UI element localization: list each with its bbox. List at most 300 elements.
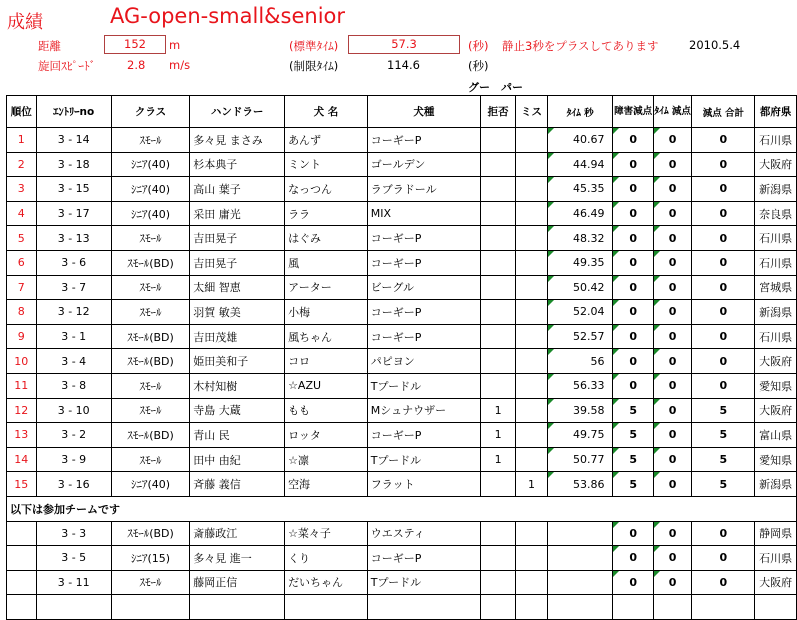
section-note-row — [7, 496, 797, 521]
cell-pref: 石川県 — [755, 324, 797, 349]
cell-pref: 新潟県 — [755, 472, 797, 497]
col-miss: ミス — [516, 96, 547, 128]
cell-rank: 12 — [7, 398, 37, 423]
cell-timepen: 0 — [653, 521, 692, 546]
cell-dog: コロ — [285, 349, 368, 374]
cell-class: ｽﾓｰﾙ(BD) — [111, 423, 189, 448]
cell-class: ｽﾓｰﾙ — [111, 226, 189, 251]
col-total: 減点 合計 — [692, 96, 755, 128]
cell-dog: あんず — [285, 128, 368, 153]
cell-handler: 田中 由紀 — [190, 447, 285, 472]
cell-miss — [516, 570, 547, 595]
cell-total: 0 — [692, 128, 755, 153]
col-time: ﾀｲﾑ 秒 — [547, 96, 613, 128]
table-row — [7, 128, 797, 153]
table-row — [7, 447, 797, 472]
cell-pref: 大阪府 — [755, 152, 797, 177]
cell-rank: 5 — [7, 226, 37, 251]
cell-timepen: 0 — [653, 373, 692, 398]
cell-pref: 愛知県 — [755, 447, 797, 472]
cell-rank: 2 — [7, 152, 37, 177]
cell-obstacle: 0 — [613, 177, 653, 202]
cell-dog: ☆AZU — [285, 373, 368, 398]
cell-rank: 13 — [7, 423, 37, 448]
cell-dog: アーター — [285, 275, 368, 300]
cell-total: 0 — [692, 300, 755, 325]
cell-timepen: 0 — [653, 423, 692, 448]
cell-class: ｼﾆｱ(40) — [111, 201, 189, 226]
cell-time: 52.57 — [547, 324, 613, 349]
cell-total: 5 — [692, 423, 755, 448]
cell-total: 5 — [692, 447, 755, 472]
col-rank: 順位 — [7, 96, 37, 128]
cell-obstacle: 0 — [613, 226, 653, 251]
cell-timepen: 0 — [653, 570, 692, 595]
cell-obstacle: 0 — [613, 128, 653, 153]
cell-dog: ☆菜々子 — [285, 521, 368, 546]
cell-entry: 3 - 7 — [36, 275, 111, 300]
cell-time — [547, 521, 613, 546]
cell-miss — [516, 521, 547, 546]
table-row — [7, 201, 797, 226]
col-pref: 都府県 — [755, 96, 797, 128]
cell-miss — [516, 373, 547, 398]
cell-refusal — [481, 250, 516, 275]
cell-miss — [516, 275, 547, 300]
cell-breed: コーギーP — [367, 250, 480, 275]
empty-cell — [190, 595, 285, 620]
col-dog: 犬 名 — [285, 96, 368, 128]
table-row — [7, 226, 797, 251]
std-time-unit: (秒) — [468, 39, 489, 53]
cell-pref: 石川県 — [755, 546, 797, 571]
cell-class: ｽﾓｰﾙ — [111, 275, 189, 300]
cell-timepen: 0 — [653, 152, 692, 177]
cell-time — [547, 570, 613, 595]
cell-refusal — [481, 201, 516, 226]
cell-breed: パピヨン — [367, 349, 480, 374]
cell-time: 56.33 — [547, 373, 613, 398]
cell-timepen: 0 — [653, 201, 692, 226]
cell-handler: 多々見 進一 — [190, 546, 285, 571]
cell-total: 0 — [692, 201, 755, 226]
cell-breed: フラット — [367, 472, 480, 497]
cell-handler: 斉藤 義信 — [190, 472, 285, 497]
cell-dog: ララ — [285, 201, 368, 226]
cell-refusal — [481, 373, 516, 398]
cell-timepen: 0 — [653, 300, 692, 325]
cell-timepen: 0 — [653, 546, 692, 571]
cell-miss — [516, 349, 547, 374]
cell-handler: 采田 庸光 — [190, 201, 285, 226]
cell-timepen: 0 — [653, 177, 692, 202]
cell-dog: ロッタ — [285, 423, 368, 448]
cell-handler: 青山 民 — [190, 423, 285, 448]
cell-pref: 新潟県 — [755, 300, 797, 325]
table-row — [7, 275, 797, 300]
cell-refusal — [481, 521, 516, 546]
cell-pref: 大阪府 — [755, 349, 797, 374]
col-obstacle: 障害減点 — [613, 96, 653, 128]
cell-entry: 3 - 16 — [36, 472, 111, 497]
cell-refusal: 1 — [481, 398, 516, 423]
cell-entry: 3 - 15 — [36, 177, 111, 202]
cell-pref: 石川県 — [755, 250, 797, 275]
cell-entry: 3 - 13 — [36, 226, 111, 251]
cell-time: 45.35 — [547, 177, 613, 202]
cell-dog: なっつん — [285, 177, 368, 202]
cell-total: 0 — [692, 177, 755, 202]
table-row — [7, 546, 797, 571]
cell-breed: ウエスティ — [367, 521, 480, 546]
cell-miss — [516, 250, 547, 275]
cell-pref: 新潟県 — [755, 177, 797, 202]
cell-entry: 3 - 8 — [36, 373, 111, 398]
limit-time-value: 114.6 — [387, 58, 420, 72]
cell-breed: コーギーP — [367, 324, 480, 349]
cell-entry: 3 - 14 — [36, 128, 111, 153]
cell-obstacle: 0 — [613, 546, 653, 571]
cell-class: ｽﾓｰﾙ — [111, 570, 189, 595]
cell-obstacle: 0 — [613, 300, 653, 325]
cell-timepen: 0 — [653, 349, 692, 374]
cell-obstacle: 0 — [613, 570, 653, 595]
cell-class: ｽﾓｰﾙ — [111, 398, 189, 423]
cell-breed: コーギーP — [367, 226, 480, 251]
cell-handler: 吉田晃子 — [190, 226, 285, 251]
cell-breed: ラブラドール — [367, 177, 480, 202]
cell-rank: 8 — [7, 300, 37, 325]
cell-pref: 石川県 — [755, 128, 797, 153]
cell-refusal — [481, 546, 516, 571]
table-row — [7, 398, 797, 423]
table-row — [7, 423, 797, 448]
cell-miss — [516, 300, 547, 325]
cell-time: 53.86 — [547, 472, 613, 497]
cell-pref: 奈良県 — [755, 201, 797, 226]
cell-refusal — [481, 275, 516, 300]
cell-time: 50.77 — [547, 447, 613, 472]
cell-time: 52.04 — [547, 300, 613, 325]
cell-rank: 1 — [7, 128, 37, 153]
cell-breed: コーギーP — [367, 300, 480, 325]
cell-rank: 15 — [7, 472, 37, 497]
cell-timepen: 0 — [653, 250, 692, 275]
cell-time: 39.58 — [547, 398, 613, 423]
cell-breed: Mシュナウザー — [367, 398, 480, 423]
limit-time-label: (制限ﾀｲﾑ) — [289, 59, 339, 73]
cell-refusal — [481, 177, 516, 202]
cell-miss — [516, 423, 547, 448]
cell-total: 0 — [692, 275, 755, 300]
cell-obstacle: 0 — [613, 324, 653, 349]
cell-time: 49.75 — [547, 423, 613, 448]
section-note: 以下は参加チームです — [7, 496, 797, 521]
cell-dog: ☆凛 — [285, 447, 368, 472]
cell-total: 0 — [692, 349, 755, 374]
cell-miss — [516, 546, 547, 571]
distance-unit: m — [169, 38, 181, 52]
cell-refusal — [481, 472, 516, 497]
speed-value: 2.8 — [127, 58, 146, 72]
table-row — [7, 250, 797, 275]
cell-obstacle: 5 — [613, 423, 653, 448]
cell-total: 0 — [692, 250, 755, 275]
cell-entry: 3 - 18 — [36, 152, 111, 177]
cell-total: 0 — [692, 324, 755, 349]
cell-breed: MIX — [367, 201, 480, 226]
cell-refusal — [481, 128, 516, 153]
cell-entry: 3 - 5 — [36, 546, 111, 571]
cell-miss — [516, 177, 547, 202]
cell-obstacle: 0 — [613, 521, 653, 546]
empty-cell — [481, 595, 516, 620]
cell-class: ｽﾓｰﾙ(BD) — [111, 349, 189, 374]
cell-refusal — [481, 570, 516, 595]
empty-cell — [111, 595, 189, 620]
cell-entry: 3 - 3 — [36, 521, 111, 546]
cell-refusal — [481, 152, 516, 177]
cell-timepen: 0 — [653, 128, 692, 153]
cell-obstacle: 0 — [613, 373, 653, 398]
cell-class: ｼﾆｱ(40) — [111, 177, 189, 202]
cell-pref: 静岡県 — [755, 521, 797, 546]
cell-breed: ゴールデン — [367, 152, 480, 177]
cell-total: 0 — [692, 570, 755, 595]
cell-class: ｼﾆｱ(40) — [111, 152, 189, 177]
table-row — [7, 472, 797, 497]
cell-class: ｽﾓｰﾙ — [111, 447, 189, 472]
cell-pref: 石川県 — [755, 226, 797, 251]
title-en: AG-open-small&senior — [110, 4, 346, 28]
cell-breed: コーギーP — [367, 128, 480, 153]
cell-entry: 3 - 10 — [36, 398, 111, 423]
distance-value: 152 — [104, 35, 166, 54]
date-text: 2010.5.4 — [689, 38, 741, 52]
cell-obstacle: 0 — [613, 275, 653, 300]
speed-unit: m/s — [169, 58, 191, 72]
empty-cell — [653, 595, 692, 620]
cell-dog: はぐみ — [285, 226, 368, 251]
cell-refusal: 1 — [481, 423, 516, 448]
cell-total: 0 — [692, 226, 755, 251]
cell-class: ｽﾓｰﾙ — [111, 373, 189, 398]
std-time-value: 57.3 — [348, 35, 460, 54]
cell-rank: 14 — [7, 447, 37, 472]
cell-miss: 1 — [516, 472, 547, 497]
cell-obstacle: 0 — [613, 250, 653, 275]
cell-breed: Tプードル — [367, 373, 480, 398]
cell-entry: 3 - 12 — [36, 300, 111, 325]
cell-breed: ビーグル — [367, 275, 480, 300]
table-row — [7, 152, 797, 177]
empty-row — [7, 595, 797, 620]
cell-breed: コーギーP — [367, 423, 480, 448]
cell-entry: 3 - 1 — [36, 324, 111, 349]
cell-handler: 木村知樹 — [190, 373, 285, 398]
cell-handler: 高山 葉子 — [190, 177, 285, 202]
table-row — [7, 300, 797, 325]
cell-dog: 風 — [285, 250, 368, 275]
cell-entry: 3 - 9 — [36, 447, 111, 472]
cell-refusal — [481, 324, 516, 349]
cell-total: 0 — [692, 521, 755, 546]
note-text: 静止3秒をプラスしてあります — [502, 39, 659, 53]
results-table — [6, 95, 797, 620]
empty-cell — [755, 595, 797, 620]
group-label: グー パー — [468, 81, 523, 94]
cell-timepen: 0 — [653, 447, 692, 472]
cell-miss — [516, 324, 547, 349]
cell-entry: 3 - 6 — [36, 250, 111, 275]
cell-handler: 吉田茂雄 — [190, 324, 285, 349]
cell-handler: 太細 智恵 — [190, 275, 285, 300]
cell-time: 50.42 — [547, 275, 613, 300]
cell-class: ｽﾓｰﾙ(BD) — [111, 521, 189, 546]
cell-rank: 7 — [7, 275, 37, 300]
cell-total: 0 — [692, 373, 755, 398]
cell-breed: コーギーP — [367, 546, 480, 571]
cell-miss — [516, 226, 547, 251]
col-handler: ハンドラー — [190, 96, 285, 128]
cell-dog: ミント — [285, 152, 368, 177]
cell-class: ｽﾓｰﾙ — [111, 300, 189, 325]
cell-entry: 3 - 11 — [36, 570, 111, 595]
col-refusal: 拒否 — [481, 96, 516, 128]
cell-rank — [7, 546, 37, 571]
cell-timepen: 0 — [653, 275, 692, 300]
table-row — [7, 373, 797, 398]
cell-handler: 斎藤政江 — [190, 521, 285, 546]
cell-total: 0 — [692, 152, 755, 177]
empty-cell — [36, 595, 111, 620]
cell-timepen: 0 — [653, 472, 692, 497]
cell-miss — [516, 447, 547, 472]
cell-dog: 空海 — [285, 472, 368, 497]
cell-rank: 3 — [7, 177, 37, 202]
empty-cell — [547, 595, 613, 620]
cell-obstacle: 5 — [613, 447, 653, 472]
cell-handler: 吉田晃子 — [190, 250, 285, 275]
cell-miss — [516, 201, 547, 226]
cell-breed: Tプードル — [367, 570, 480, 595]
cell-time: 40.67 — [547, 128, 613, 153]
cell-entry: 3 - 17 — [36, 201, 111, 226]
empty-cell — [516, 595, 547, 620]
table-row — [7, 521, 797, 546]
cell-timepen: 0 — [653, 226, 692, 251]
cell-obstacle: 0 — [613, 152, 653, 177]
table-row — [7, 324, 797, 349]
col-class: クラス — [111, 96, 189, 128]
cell-handler: 羽賀 敏美 — [190, 300, 285, 325]
table-header — [7, 96, 797, 128]
cell-breed: Tプードル — [367, 447, 480, 472]
cell-miss — [516, 398, 547, 423]
std-time-label: (標準ﾀｲﾑ) — [289, 39, 339, 53]
cell-handler: 多々見 まさみ — [190, 128, 285, 153]
cell-time: 48.32 — [547, 226, 613, 251]
cell-time — [547, 546, 613, 571]
cell-time: 49.35 — [547, 250, 613, 275]
table-row — [7, 177, 797, 202]
cell-handler: 藤岡正信 — [190, 570, 285, 595]
cell-class: ｽﾓｰﾙ — [111, 128, 189, 153]
cell-rank — [7, 570, 37, 595]
cell-rank: 11 — [7, 373, 37, 398]
cell-total: 5 — [692, 472, 755, 497]
cell-obstacle: 0 — [613, 201, 653, 226]
cell-timepen: 0 — [653, 324, 692, 349]
cell-pref: 愛知県 — [755, 373, 797, 398]
cell-handler: 姫田美和子 — [190, 349, 285, 374]
cell-dog: もも — [285, 398, 368, 423]
cell-entry: 3 - 2 — [36, 423, 111, 448]
cell-rank: 6 — [7, 250, 37, 275]
col-timepen: ﾀｲﾑ 減点 — [653, 96, 692, 128]
limit-time-unit: (秒) — [468, 59, 489, 73]
cell-miss — [516, 128, 547, 153]
cell-time: 44.94 — [547, 152, 613, 177]
cell-class: ｼﾆｱ(15) — [111, 546, 189, 571]
cell-time: 46.49 — [547, 201, 613, 226]
empty-cell — [7, 595, 37, 620]
cell-obstacle: 5 — [613, 398, 653, 423]
cell-rank — [7, 521, 37, 546]
empty-cell — [692, 595, 755, 620]
cell-total: 0 — [692, 546, 755, 571]
speed-label: 旋回ｽﾋﾟｰﾄﾞ — [38, 59, 96, 73]
col-entry: ｴﾝﾄﾘｰno — [36, 96, 111, 128]
distance-label: 距離 — [38, 39, 61, 53]
cell-entry: 3 - 4 — [36, 349, 111, 374]
cell-dog: だいちゃん — [285, 570, 368, 595]
col-breed: 犬種 — [367, 96, 480, 128]
cell-pref: 富山県 — [755, 423, 797, 448]
cell-handler: 寺島 大蔵 — [190, 398, 285, 423]
cell-refusal — [481, 226, 516, 251]
cell-class: ｽﾓｰﾙ(BD) — [111, 250, 189, 275]
cell-rank: 10 — [7, 349, 37, 374]
cell-rank: 9 — [7, 324, 37, 349]
empty-cell — [285, 595, 368, 620]
title-jp: 成績 — [7, 12, 43, 33]
cell-rank: 4 — [7, 201, 37, 226]
cell-obstacle: 0 — [613, 349, 653, 374]
cell-dog: くり — [285, 546, 368, 571]
cell-pref: 大阪府 — [755, 570, 797, 595]
cell-total: 5 — [692, 398, 755, 423]
cell-dog: 小梅 — [285, 300, 368, 325]
cell-refusal — [481, 300, 516, 325]
cell-time: 56 — [547, 349, 613, 374]
cell-pref: 宮城県 — [755, 275, 797, 300]
table-row — [7, 570, 797, 595]
cell-miss — [516, 152, 547, 177]
cell-handler: 杉本典子 — [190, 152, 285, 177]
cell-class: ｼﾆｱ(40) — [111, 472, 189, 497]
table-row — [7, 349, 797, 374]
cell-obstacle: 5 — [613, 472, 653, 497]
cell-timepen: 0 — [653, 398, 692, 423]
cell-refusal: 1 — [481, 447, 516, 472]
cell-class: ｽﾓｰﾙ(BD) — [111, 324, 189, 349]
empty-cell — [613, 595, 653, 620]
cell-refusal — [481, 349, 516, 374]
cell-dog: 風ちゃん — [285, 324, 368, 349]
empty-cell — [367, 595, 480, 620]
cell-pref: 大阪府 — [755, 398, 797, 423]
